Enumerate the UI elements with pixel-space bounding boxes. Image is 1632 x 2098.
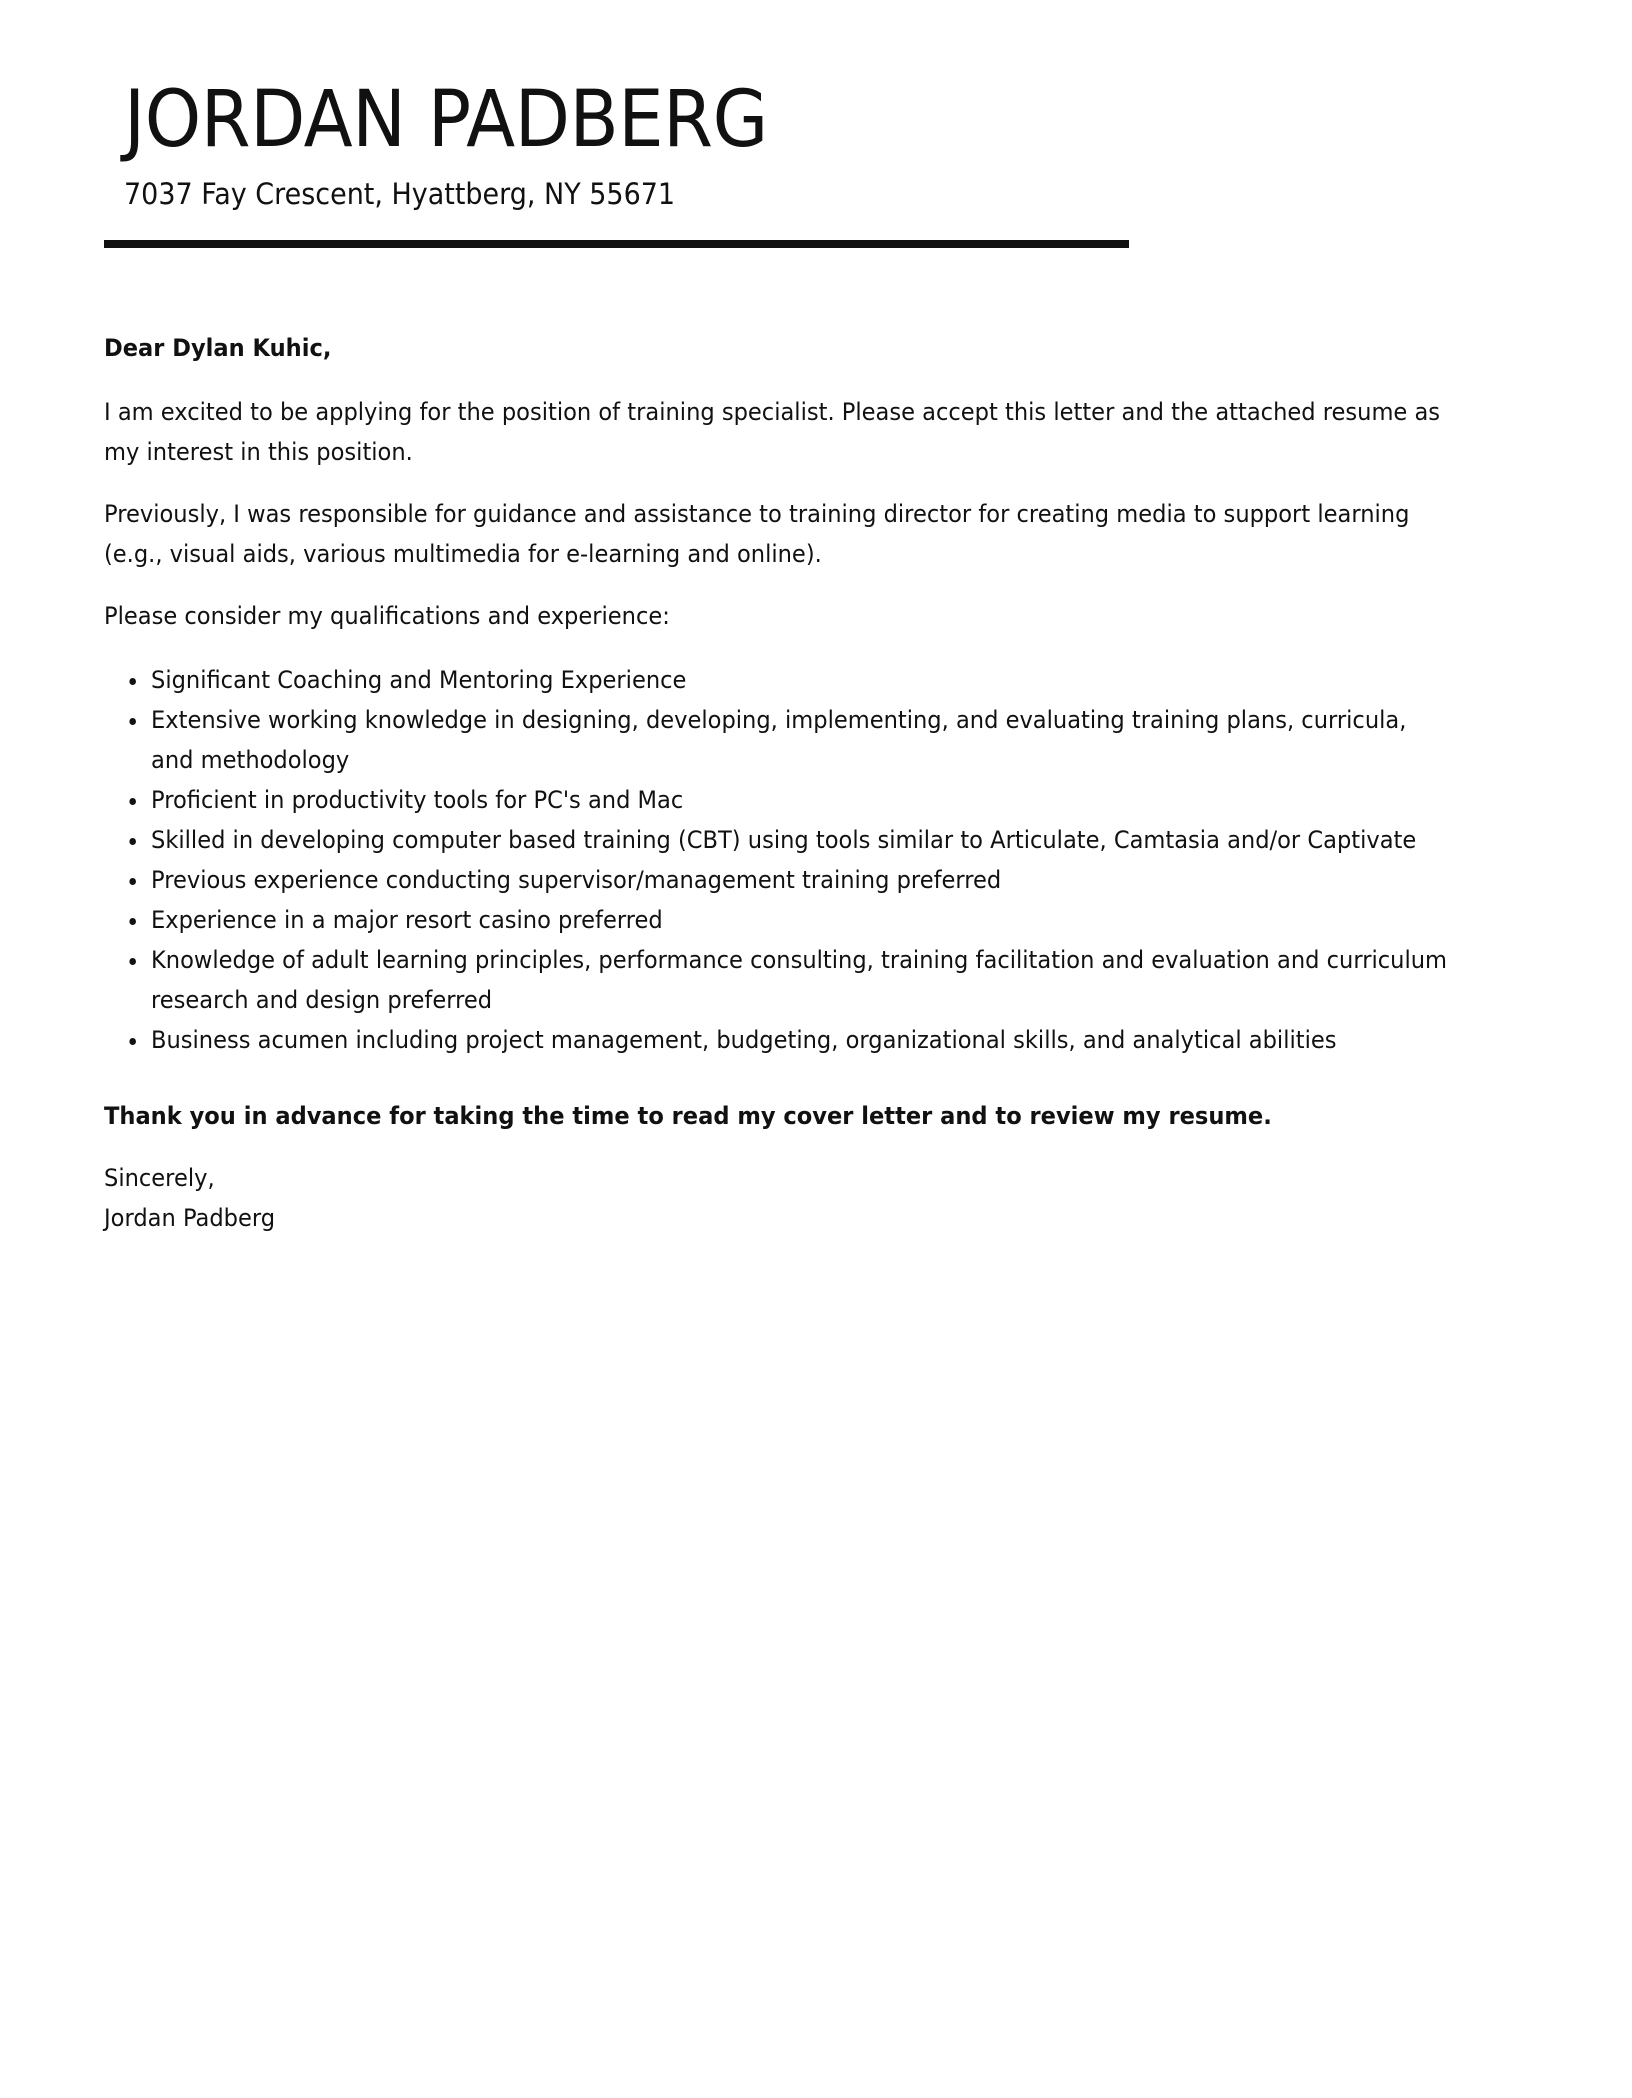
list-item: • Extensive working knowledge in designing, developing, implementing, and evaluating training plans, curricula, and methodology: [149, 700, 1448, 780]
experience-paragraph: Previously, I was responsible for guidance and assistance to training director for creating media to support learning (e.g., visual aids, various multimedia for e-learning and online).: [104, 500, 1410, 568]
letter-header: [124, 70, 1224, 214]
applicant-address: 7037 Fay Crescent, Hyattberg, NY 55671: [124, 177, 676, 211]
list-item: • Proficient in productivity tools for PC's and Mac: [149, 780, 1448, 820]
list-item: • Previous experience conducting supervisor/management training preferred: [149, 860, 1448, 900]
signoff-block: [104, 1158, 1448, 1238]
signoff: Sincerely,: [104, 1164, 215, 1192]
list-item: • Experience in a major resort casino preferred: [149, 900, 1448, 940]
list-item: • Knowledge of adult learning principles, performance consulting, training facilitation and evaluation and curriculum research and design preferred: [149, 940, 1448, 1020]
letter-body: [104, 328, 1448, 1238]
list-item: • Skilled in developing computer based training (CBT) using tools similar to Articulate, Camtasia and/or Captivate: [149, 820, 1448, 860]
list-item: • Business acumen including project management, budgeting, organizational skills, and analytical abilities: [149, 1020, 1448, 1060]
list-item: • Significant Coaching and Mentoring Experience: [149, 660, 1448, 700]
intro-paragraph: I am excited to be applying for the position of training specialist. Please accept this letter and the attached resume as my interest in this position.: [104, 398, 1441, 466]
signature-name: Jordan Padberg: [104, 1204, 276, 1232]
qualifications-intro: Please consider my qualifications and experience:: [104, 602, 670, 630]
qualifications-list: [104, 660, 1448, 1060]
greeting: Dear Dylan Kuhic,: [104, 334, 332, 362]
header-divider: [104, 240, 1129, 248]
applicant-name: JORDAN PADBERG: [124, 75, 768, 165]
closing-statement: Thank you in advance for taking the time to read my cover letter and to review my resume.: [104, 1102, 1272, 1130]
